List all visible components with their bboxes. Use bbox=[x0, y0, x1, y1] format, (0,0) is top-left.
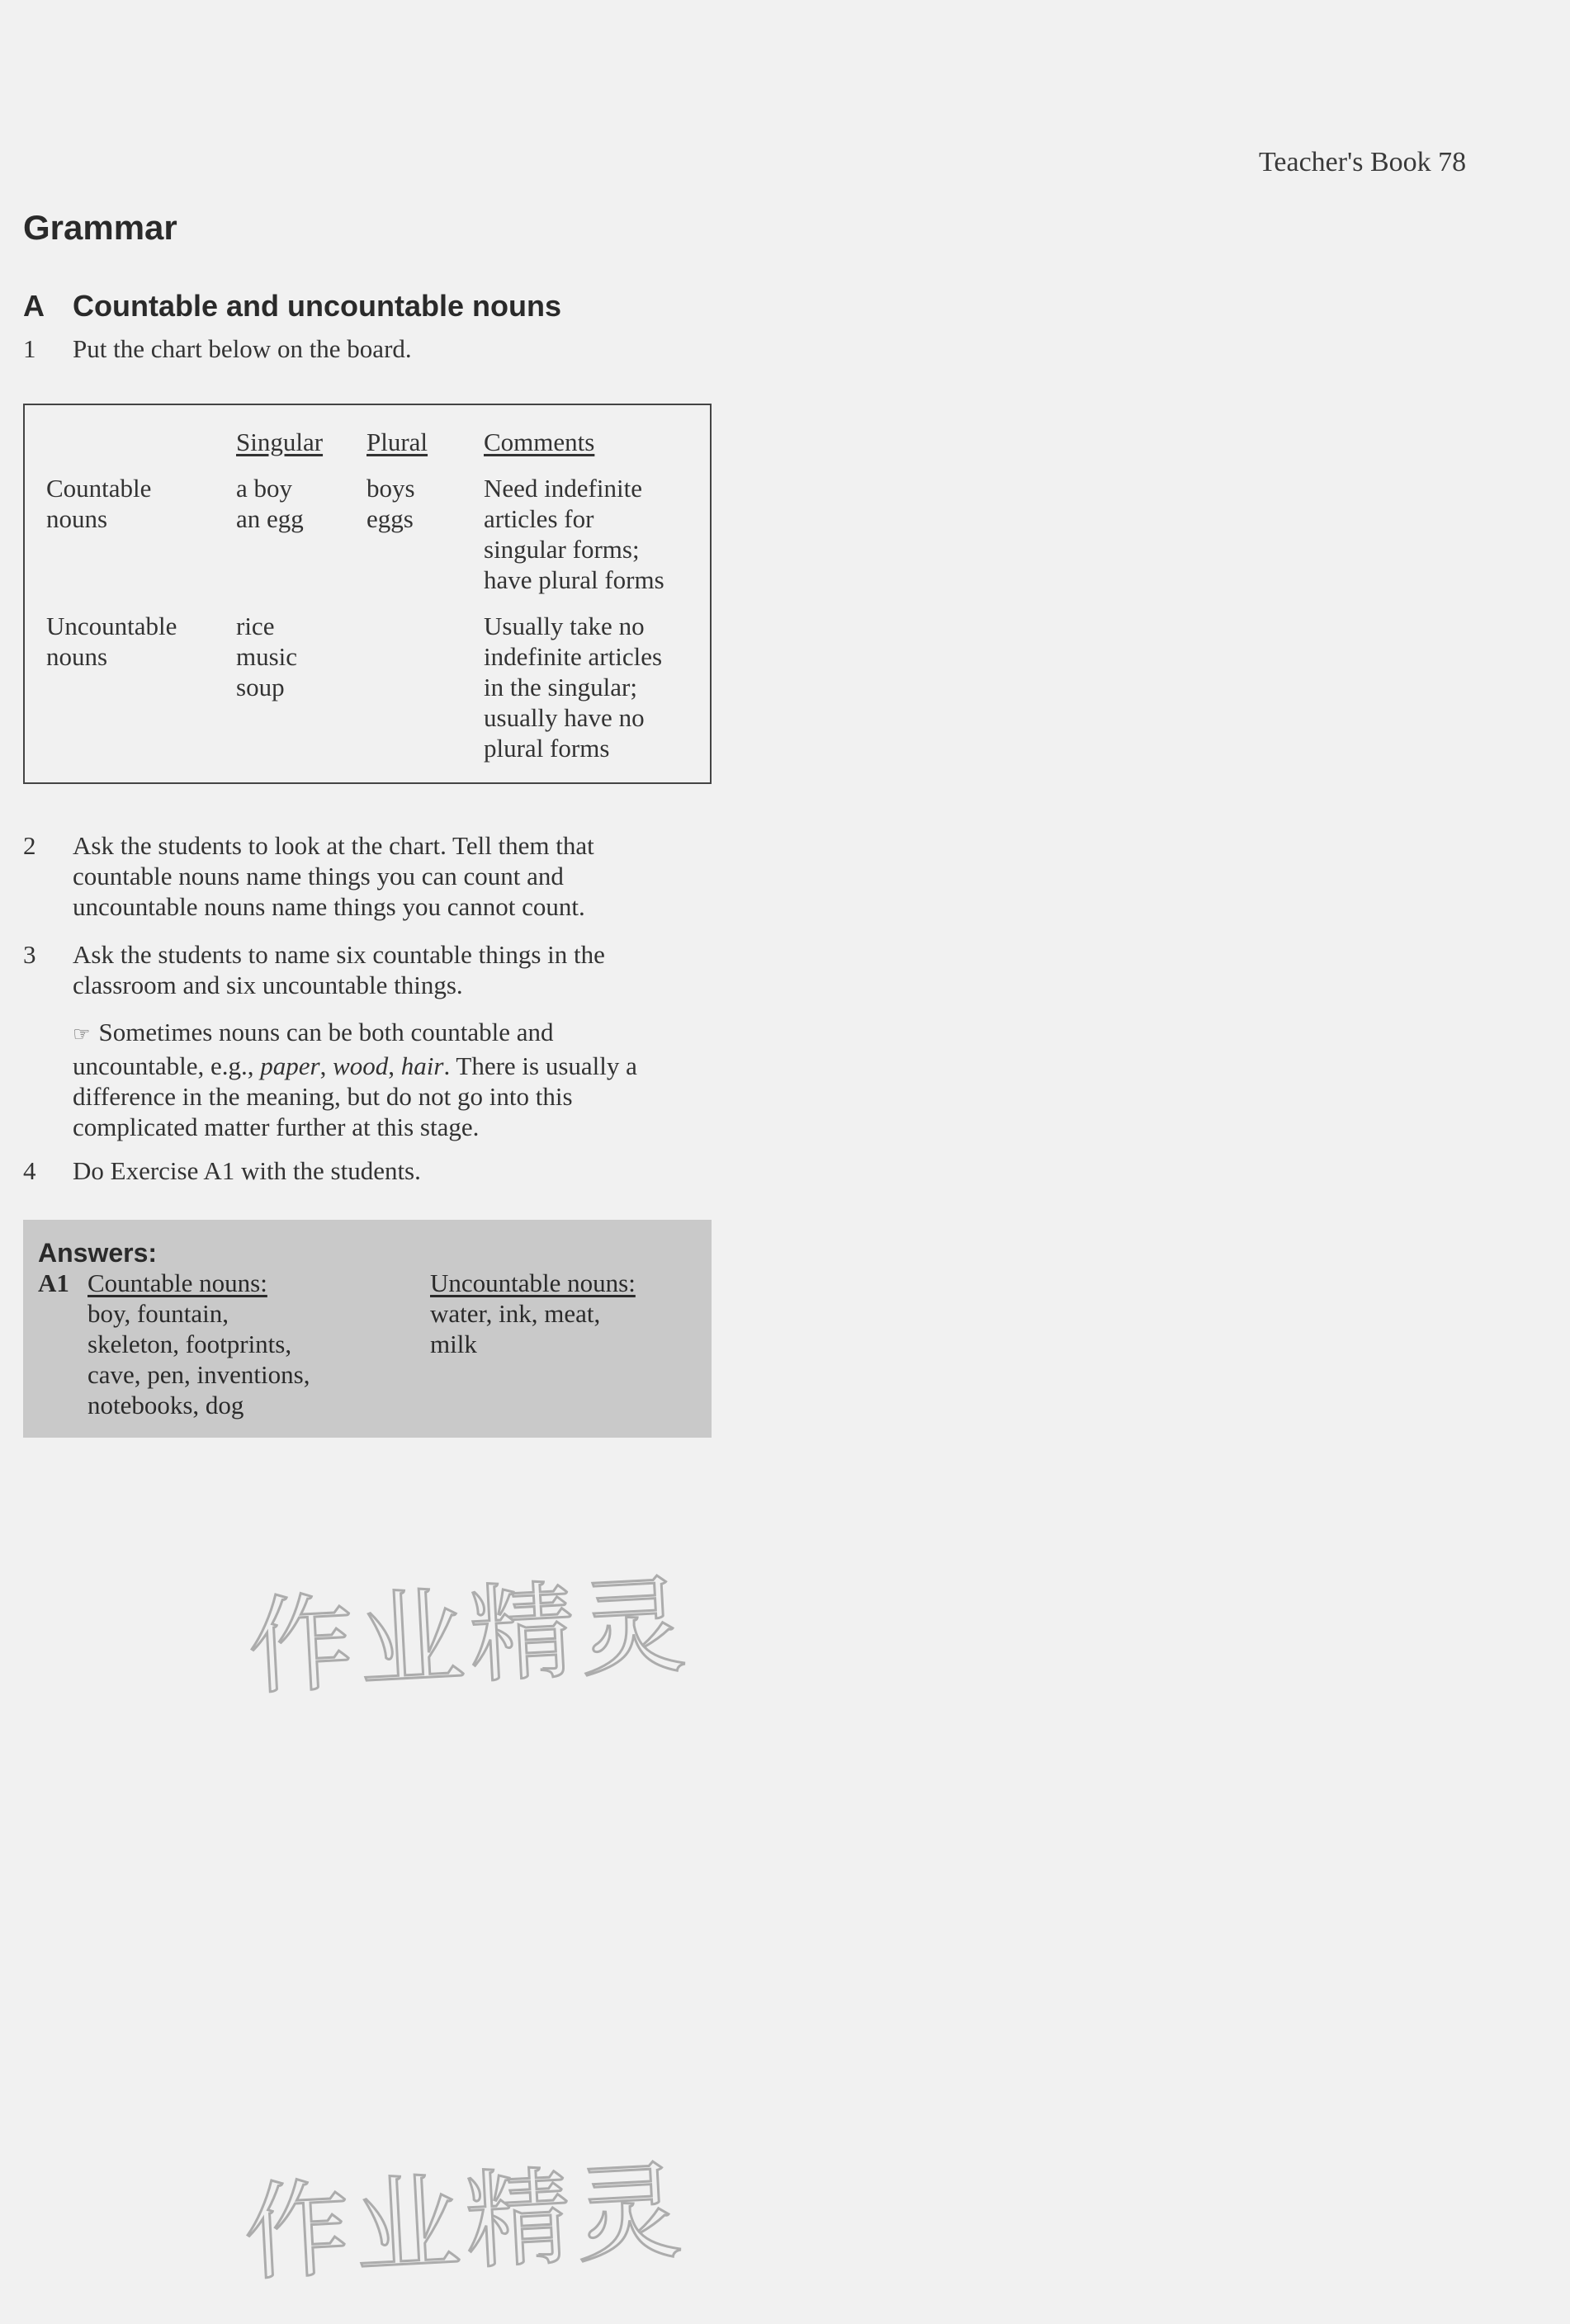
comment-line: singular forms; bbox=[484, 535, 640, 564]
label-line: Uncountable bbox=[46, 612, 177, 640]
comment-line: Need indefinite bbox=[484, 474, 642, 503]
answer-label: A1 bbox=[38, 1268, 69, 1297]
noun-chart bbox=[23, 404, 712, 784]
step-number: 1 bbox=[23, 334, 36, 363]
comment-line: indefinite articles bbox=[484, 642, 663, 671]
section-heading bbox=[23, 289, 561, 324]
countable-answers bbox=[87, 1268, 310, 1420]
comment-line: usually have no bbox=[484, 703, 645, 732]
text-line: classroom and six uncountable things. bbox=[73, 971, 463, 999]
chart-countable-plural bbox=[366, 473, 415, 534]
example: rice bbox=[236, 612, 275, 640]
example: boys bbox=[366, 474, 415, 503]
text-line bbox=[73, 1051, 700, 1081]
chart-header-plural: Plural bbox=[366, 427, 428, 456]
chart-countable-comment bbox=[484, 473, 664, 595]
section-title: Countable and uncountable nouns bbox=[73, 289, 561, 323]
answer-line: cave, pen, inventions, bbox=[87, 1360, 310, 1389]
comment-line: Usually take no bbox=[484, 612, 645, 640]
text-line: Ask the students to look at the chart. Tell them that bbox=[73, 831, 594, 860]
section-letter: A bbox=[23, 289, 45, 323]
chart-countable-singular bbox=[236, 473, 304, 534]
answers-box bbox=[23, 1220, 712, 1438]
chart-uncountable-singular bbox=[236, 611, 297, 702]
step-text bbox=[73, 939, 700, 1000]
step-4 bbox=[23, 1155, 700, 1186]
step-number: 3 bbox=[23, 940, 36, 969]
answers-title: Answers: bbox=[38, 1238, 158, 1268]
pointing-hand-icon: ☞ bbox=[73, 1024, 91, 1046]
separator: , bbox=[388, 1051, 401, 1080]
text-line: Ask the students to name six countable things in the bbox=[73, 940, 605, 969]
example-word: hair bbox=[400, 1051, 444, 1080]
usage-note bbox=[23, 1017, 700, 1142]
watermark: 作业精灵 bbox=[245, 1564, 694, 1710]
uncountable-heading: Uncountable nouns: bbox=[430, 1268, 636, 1297]
example-word: paper bbox=[260, 1051, 320, 1080]
text-line: countable nouns name things you can count and bbox=[73, 862, 564, 890]
uncountable-answers bbox=[430, 1268, 636, 1359]
chart-header-comments: Comments bbox=[484, 427, 595, 456]
step-text: Put the chart below on the board. bbox=[73, 334, 412, 363]
note-text bbox=[73, 1017, 700, 1142]
answer-line: notebooks, dog bbox=[87, 1391, 244, 1419]
countable-heading: Countable nouns: bbox=[87, 1268, 267, 1297]
comment-line: in the singular; bbox=[484, 673, 637, 701]
example: music bbox=[236, 642, 298, 671]
answer-line: water, ink, meat, bbox=[430, 1299, 601, 1328]
chart-header-singular: Singular bbox=[236, 427, 324, 456]
watermark: 作业精灵 bbox=[241, 2150, 690, 2296]
text-line bbox=[73, 1017, 700, 1051]
step-number: 4 bbox=[23, 1156, 36, 1185]
text-line: complicated matter further at this stage. bbox=[73, 1112, 480, 1141]
step-1 bbox=[23, 333, 700, 364]
step-number: 2 bbox=[23, 831, 36, 860]
step-text bbox=[73, 830, 700, 922]
comment-line: have plural forms bbox=[484, 565, 664, 594]
answer-line: boy, fountain, bbox=[87, 1299, 229, 1328]
step-3 bbox=[23, 939, 700, 1000]
answer-line: skeleton, footprints, bbox=[87, 1330, 292, 1358]
step-text: Do Exercise A1 with the students. bbox=[73, 1156, 421, 1185]
page-title: Grammar bbox=[23, 208, 177, 247]
example: eggs bbox=[366, 504, 414, 533]
step-2 bbox=[23, 830, 700, 922]
note-fragment: . There is usually a bbox=[443, 1051, 637, 1080]
answer-line: milk bbox=[430, 1330, 477, 1358]
separator: , bbox=[319, 1051, 333, 1080]
label-line: nouns bbox=[46, 504, 108, 533]
chart-uncountable-comment bbox=[484, 611, 662, 763]
chart-row-label-countable bbox=[46, 473, 151, 534]
example-word: wood bbox=[333, 1051, 389, 1080]
comment-line: articles for bbox=[484, 504, 594, 533]
note-line: Sometimes nouns can be both countable and bbox=[98, 1018, 554, 1046]
text-line: difference in the meaning, but do not go into this bbox=[73, 1082, 573, 1111]
note-fragment: uncountable, e.g., bbox=[73, 1051, 261, 1080]
example: an egg bbox=[236, 504, 304, 533]
label-line: nouns bbox=[46, 642, 108, 671]
page-header-label: Teacher's Book 78 bbox=[1259, 147, 1467, 177]
example: soup bbox=[236, 673, 285, 701]
example: a boy bbox=[236, 474, 293, 503]
text-line: uncountable nouns name things you cannot count. bbox=[73, 892, 585, 921]
label-line: Countable bbox=[46, 474, 152, 503]
chart-row-label-uncountable bbox=[46, 611, 177, 672]
comment-line: plural forms bbox=[484, 734, 610, 763]
